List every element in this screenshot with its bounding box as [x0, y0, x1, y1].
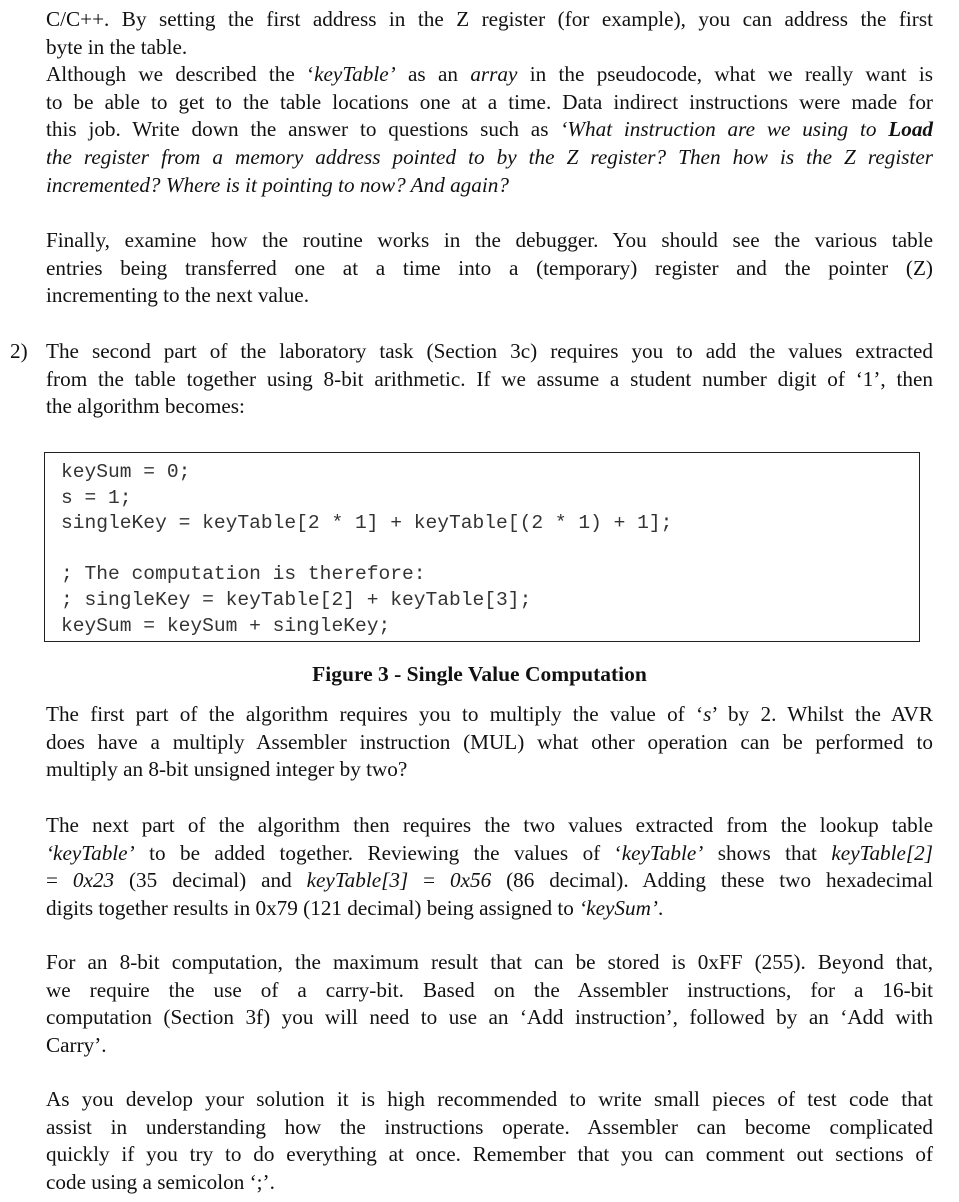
carry-line-4: Carry’. — [46, 1032, 107, 1057]
figure-caption: Figure 3 - Single Value Computation — [312, 662, 647, 686]
code-line: keySum = 0; — [61, 461, 191, 483]
carry-paragraph — [46, 949, 933, 1059]
intro-line-3: Although we described the ‘keyTable’ as an array in the pseudocode, what we really want is — [46, 62, 934, 87]
debugger-line-2: entries being transferred one at a time into a (temporary) register and the pointer (Z) — [46, 255, 933, 280]
multiply-line-2: does have a multiply Assembler instruction (MUL) what other operation can be performed to — [46, 729, 933, 754]
intro-line-6: the register from a memory address pointed to by the Z register? Then how is the Z register — [46, 144, 933, 169]
item2-line-2: from the table together using 8-bit arithmetic. If we assume a student number digit of ‘1’, then — [46, 366, 933, 391]
intro-line-7: incremented? Where is it pointing to now? And again? — [46, 172, 509, 197]
multiply-line-1: The first part of the algorithm requires you to multiply the value of ‘s’ by 2. Whilst the AVR — [46, 702, 933, 726]
code-line: keySum = keySum + singleKey; — [61, 614, 391, 637]
debugger-line-1: Finally, examine how the routine works in the debugger. You should see the various table — [46, 228, 933, 252]
intro-line-2: byte in the table. — [46, 34, 188, 59]
intro-line-5: this job. Write down the answer to questions such as ‘What instruction are we using to Load — [46, 117, 934, 142]
code-line: ; singleKey = keyTable[2] + keyTable[3]; — [61, 589, 532, 611]
intro-paragraph — [46, 6, 933, 199]
add-line-3: = 0x23 (35 decimal) and keyTable[3] = 0x56 (86 decimal). Adding these two hexadecimal — [46, 868, 934, 893]
intro-line-1: C/C++. By setting the first address in the Z register (for example), you can address the first — [46, 7, 933, 31]
item2-line-3: the algorithm becomes: — [46, 394, 245, 419]
advice-line-4: code using a semicolon ‘;’. — [46, 1169, 275, 1194]
item2-line-1: The second part of the laboratory task (Section 3c) requires you to add the values extracted — [46, 339, 933, 363]
carry-line-3: computation (Section 3f) you will need to use an ‘Add instruction’, followed by an ‘Add with — [46, 1005, 933, 1030]
add-line-2: ‘keyTable’ to be added together. Reviewing the values of ‘keyTable’ shows that keyTable[2] — [46, 840, 934, 865]
intro-line-4: to be able to get to the table locations one at a time. Data indirect instructions were made for — [46, 89, 933, 114]
code-line: s = 1; — [61, 486, 132, 509]
code-line: ; The computation is therefore: — [61, 563, 426, 586]
add-line-4: digits together results in 0x79 (121 decimal) being assigned to ‘keySum’. — [46, 895, 664, 920]
multiply-line-3: multiply an 8-bit unsigned integer by two? — [46, 757, 408, 782]
debugger-line-3: incrementing to the next value. — [46, 283, 309, 308]
add-line-1: The next part of the algorithm then requires the two values extracted from the lookup table — [46, 813, 933, 837]
multiply-paragraph — [46, 701, 933, 784]
advice-line-2: assist in understanding how the instructions operate. Assembler can become complicated — [46, 1114, 933, 1139]
carry-line-2: we require the use of a carry-bit. Based on the Assembler instructions, for a 16-bit — [46, 977, 933, 1002]
code-line: singleKey = keyTable[2 * 1] + keyTable[(2 * 1) + 1]; — [61, 512, 673, 535]
item2-paragraph — [46, 338, 933, 421]
list-number: 2) — [10, 339, 28, 363]
advice-line-1: As you develop your solution it is high recommended to write small pieces of test code that — [46, 1087, 933, 1111]
advice-paragraph — [46, 1086, 933, 1196]
debugger-paragraph — [46, 227, 933, 310]
advice-line-3: quickly if you try to do everything at once. Remember that you can comment out sections of — [46, 1142, 933, 1167]
add-paragraph — [46, 812, 933, 922]
carry-line-1: For an 8-bit computation, the maximum result that can be stored is 0xFF (255). Beyond that, — [46, 950, 933, 974]
code-listing-box — [44, 452, 920, 642]
